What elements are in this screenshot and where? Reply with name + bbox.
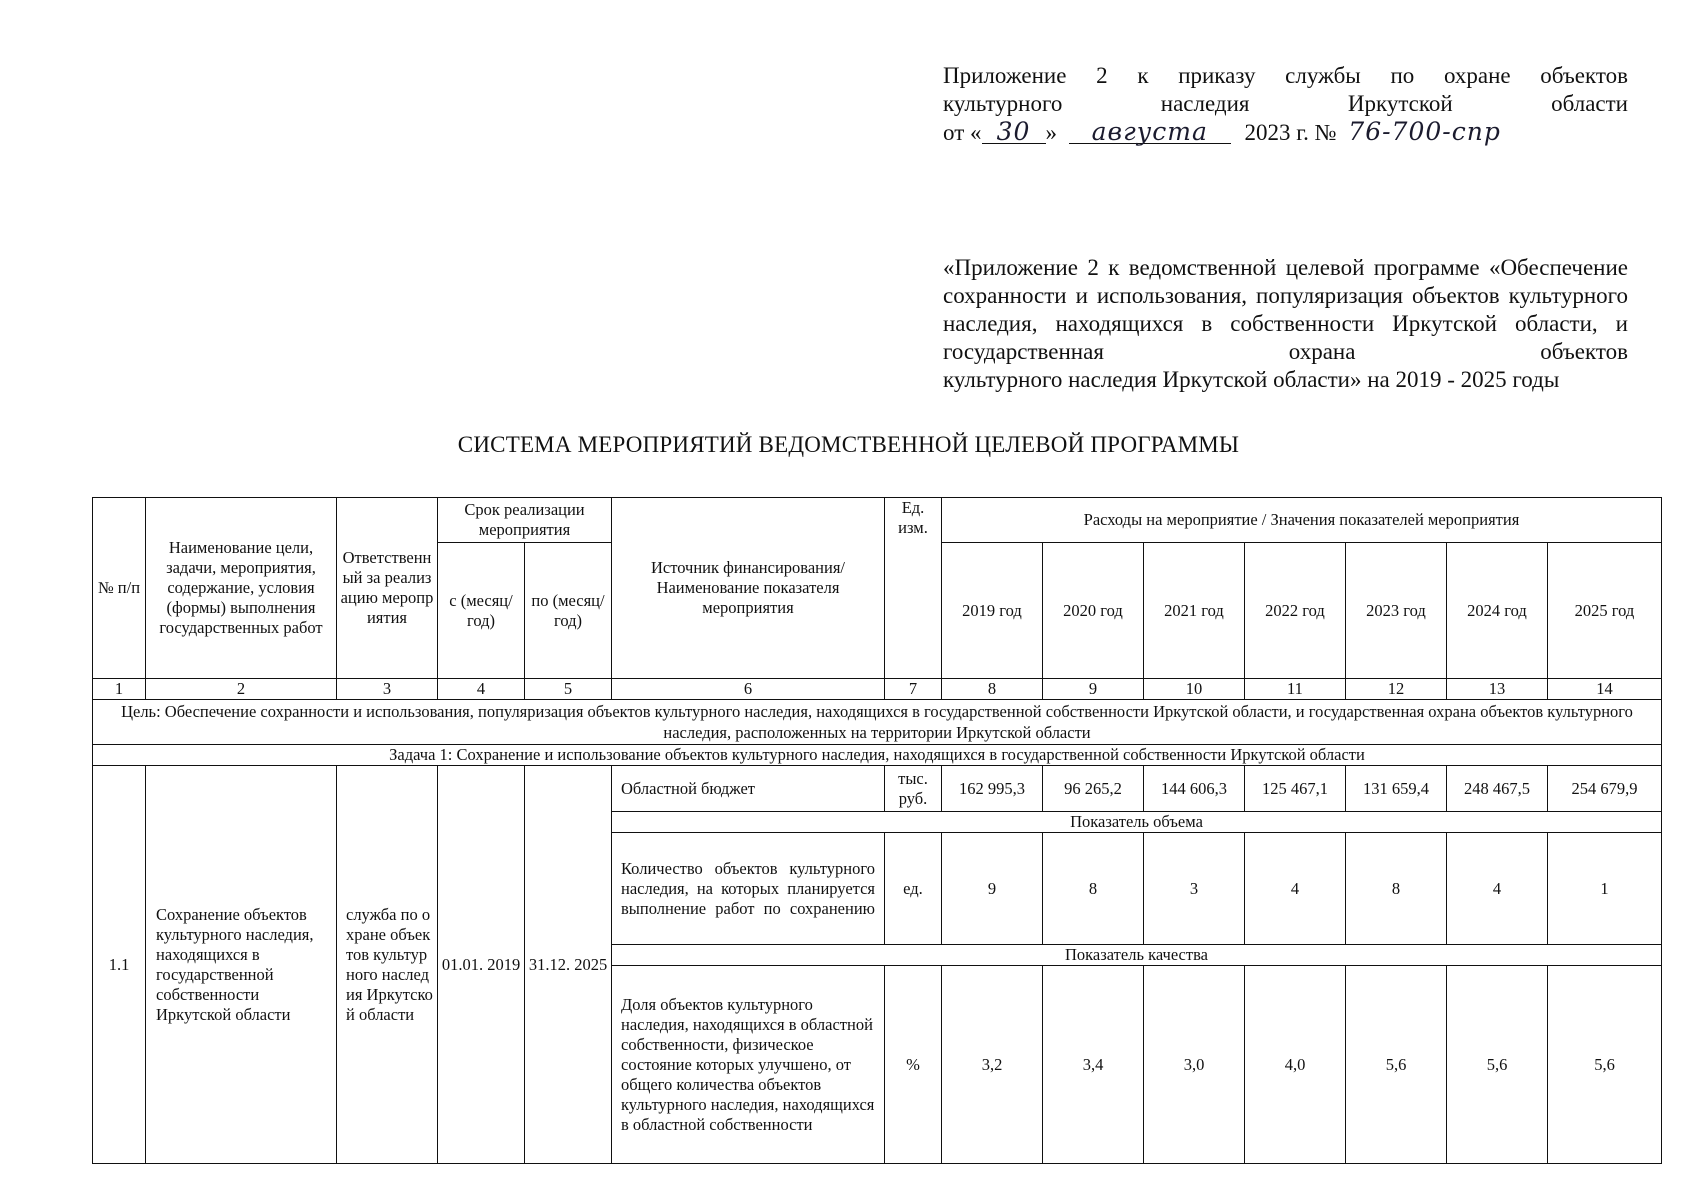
column-number: 2	[146, 679, 337, 700]
quality-indicator-label: Показатель качества	[612, 945, 1662, 966]
row-responsible: служба по охране объектов культурного наследия Иркутской области	[337, 766, 438, 1164]
row-date-from: 01.01. 2019	[438, 766, 525, 1164]
date-day-close: »	[1045, 120, 1057, 145]
program-table	[92, 497, 1662, 1164]
column-number: 12	[1346, 679, 1447, 700]
header-unit: Ед. изм.	[885, 498, 942, 679]
handwritten-month: августа	[1069, 121, 1231, 144]
appendix-last-line: культурного наследия Иркутской области» на 2019 - 2025 годы	[943, 367, 1560, 392]
header-year-2019: 2019 год	[942, 543, 1043, 679]
row-measure-name: Сохранение объектов культурного наследия, находящихся в государственной собственности Иркутской области	[146, 766, 337, 1164]
column-number: 11	[1245, 679, 1346, 700]
header-source: Источник финансирования/ Наименование показателя мероприятия	[612, 498, 885, 679]
budget-value-2025: 254 679,9	[1548, 766, 1662, 812]
volume-unit: ед.	[885, 833, 942, 945]
header-num: № п/п	[93, 498, 146, 679]
header-year-2021: 2021 год	[1144, 543, 1245, 679]
column-number: 9	[1043, 679, 1144, 700]
budget-value-2024: 248 467,5	[1447, 766, 1548, 812]
header-year-2025: 2025 год	[1548, 543, 1662, 679]
goal-text: Цель: Обеспечение сохранности и использования, популяризация объектов культурного наследия, находящихся в государственной собственности Иркутской области, и государственная охрана объектов культурного наследия, расположенных на территории Иркутской области	[93, 700, 1662, 745]
page-title: СИСТЕМА МЕРОПРИЯТИЙ ВЕДОМСТВЕННОЙ ЦЕЛЕВОЙ ПРОГРАММЫ	[457, 432, 1240, 457]
column-number: 5	[525, 679, 612, 700]
budget-value-2019: 162 995,3	[942, 766, 1043, 812]
budget-source: Областной бюджет	[612, 766, 885, 812]
program-appendix-note	[943, 254, 1628, 394]
header-responsible: Ответственный за реализацию мероприятия	[337, 498, 438, 679]
task-text: Задача 1: Сохранение и использование объектов культурного наследия, находящихся в государственной собственности Иркутской области	[93, 745, 1662, 766]
date-year: 2023 г. №	[1244, 120, 1337, 145]
header-expenses: Расходы на мероприятие / Значения показателей мероприятия	[942, 498, 1662, 543]
volume-value-2023: 8	[1346, 833, 1447, 945]
column-number: 14	[1548, 679, 1662, 700]
budget-unit: тыс. руб.	[885, 766, 942, 812]
header-year-2024: 2024 год	[1447, 543, 1548, 679]
column-number: 1	[93, 679, 146, 700]
order-reference	[943, 62, 1628, 147]
header-row-1	[93, 498, 1662, 543]
header-to: по (месяц/ год)	[525, 543, 612, 679]
header-year-2022: 2022 год	[1245, 543, 1346, 679]
column-number: 10	[1144, 679, 1245, 700]
column-number: 8	[942, 679, 1043, 700]
quality-value-2020: 3,4	[1043, 966, 1144, 1164]
budget-value-2020: 96 265,2	[1043, 766, 1144, 812]
column-number: 7	[885, 679, 942, 700]
quality-indicator-name: Доля объектов культурного наследия, находящихся в областной собственности, физическое состояние которых улучшено, от общего количества объектов культурного наследия, находящихся в областной собственности	[612, 966, 885, 1164]
volume-indicator-label: Показатель объема	[612, 812, 1662, 833]
budget-value-2021: 144 606,3	[1144, 766, 1245, 812]
column-number: 13	[1447, 679, 1548, 700]
volume-value-2019: 9	[942, 833, 1043, 945]
header-from: с (месяц/ год)	[438, 543, 525, 679]
order-reference-line2: культурного наследия Иркутской области	[943, 91, 1628, 116]
row-num: 1.1	[93, 766, 146, 1164]
quality-value-2019: 3,2	[942, 966, 1043, 1164]
volume-value-2022: 4	[1245, 833, 1346, 945]
budget-value-2023: 131 659,4	[1346, 766, 1447, 812]
order-reference-line1: Приложение 2 к приказу службы по охране объектов	[943, 63, 1628, 88]
header-term: Срок реализации мероприятия	[438, 498, 612, 543]
column-numbers-row	[93, 679, 1662, 700]
column-number: 6	[612, 679, 885, 700]
goal-row	[93, 700, 1662, 745]
quality-value-2023: 5,6	[1346, 966, 1447, 1164]
budget-value-2022: 125 467,1	[1245, 766, 1346, 812]
header-year-2020: 2020 год	[1043, 543, 1144, 679]
volume-indicator-name: Количество объектов культурного наследия, на которых планируется выполнение работ по сохранению	[612, 833, 885, 945]
volume-value-2021: 3	[1144, 833, 1245, 945]
column-number: 4	[438, 679, 525, 700]
column-number: 3	[337, 679, 438, 700]
volume-value-2020: 8	[1043, 833, 1144, 945]
quality-value-2022: 4,0	[1245, 966, 1346, 1164]
budget-row	[93, 766, 1662, 812]
volume-value-2024: 4	[1447, 833, 1548, 945]
order-date-line	[943, 118, 1628, 147]
row-date-to: 31.12. 2025	[525, 766, 612, 1164]
handwritten-day: 30	[982, 121, 1046, 144]
quality-unit: %	[885, 966, 942, 1164]
date-prefix: от «	[943, 120, 982, 145]
handwritten-order-number: 76-700-спр	[1348, 117, 1501, 146]
header-year-2023: 2023 год	[1346, 543, 1447, 679]
quality-value-2021: 3,0	[1144, 966, 1245, 1164]
volume-value-2025: 1	[1548, 833, 1662, 945]
quality-value-2024: 5,6	[1447, 966, 1548, 1164]
quality-value-2025: 5,6	[1548, 966, 1662, 1164]
appendix-text: «Приложение 2 к ведомственной целевой программе «Обеспечение сохранности и использования, популяризация объектов культурного наследия, находящихся в собственности Иркутской области, и государственная охрана объектов	[943, 255, 1628, 364]
task-row	[93, 745, 1662, 766]
header-name: Наименование цели, задачи, мероприятия, содержание, условия (формы) выполнения государственных работ	[146, 498, 337, 679]
